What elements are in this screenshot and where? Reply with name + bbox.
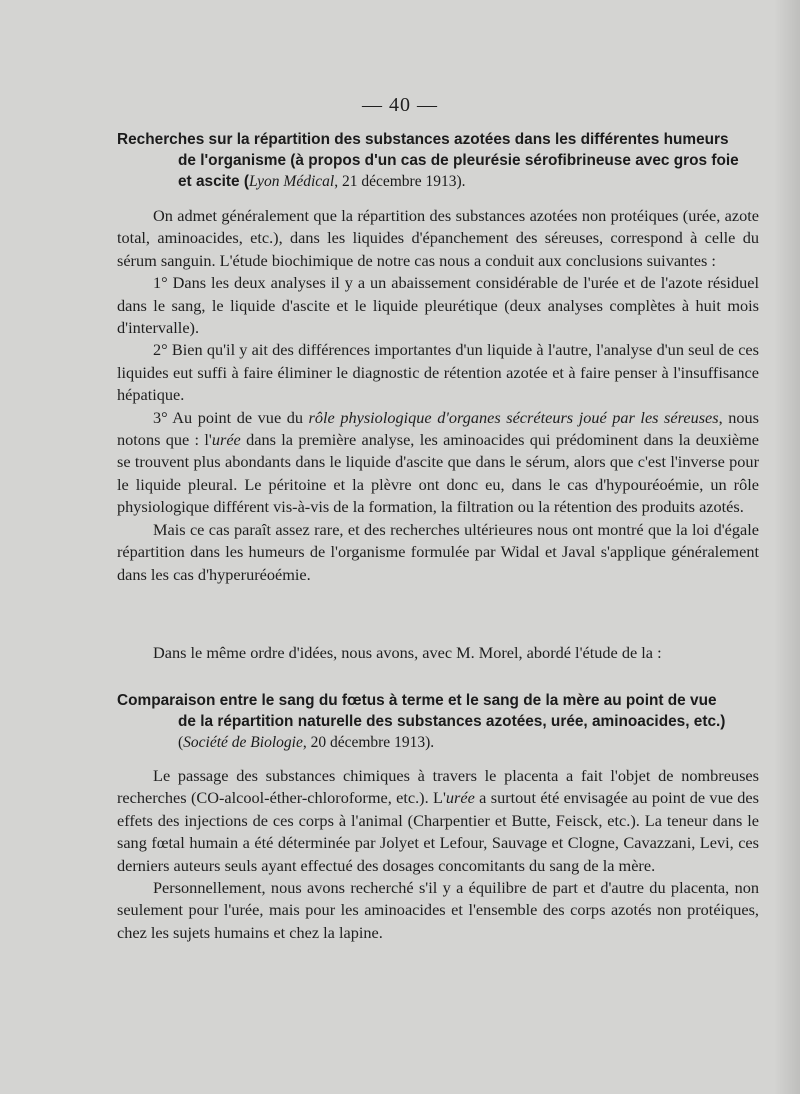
paragraph: 2° Bien qu'il y ait des différences importantes d'un liquide à l'autre, l'analyse d'un seul de ces liquides eut suffi à faire éliminer le diagnostic de rétention azotée et à faire penser à l'insuffisance hépatique. [117, 340, 759, 405]
paragraph: Personnellement, nous avons recherché s'il y a équilibre de part et d'autre du placenta, non seulement pour l'urée, mais pour les aminoacides et l'ensemble des corps azotés non protéiques, chez les sujets humains et chez la lapine. [117, 878, 759, 942]
section2-title-line3: (Société de Biologie, 20 décembre 1913). [178, 734, 435, 751]
transition-sentence: Dans le même ordre d'idées, nous avons, avec M. Morel, abordé l'étude de la : [153, 643, 662, 662]
section1-title-line2: de l'organisme (à propos d'un cas de pleurésie sérofibrineuse avec gros foie [178, 152, 739, 169]
paragraph: 3° Au point de vue du rôle physiologique d'organes sécréteurs joué par les séreuses, nous notons que : l'urée dans la première analyse, les aminoacides qui prédominent dans la deuxième se trouvent plus abondants dans le liquide d'ascite que dans le sérum, alors que c'est l'inverse pour le liquide pleural. Le péritoine et la plèvre ont donc eu, dans le cas d'hypouréoémie, un rôle physiologique différent vis-à-vis de la formation, la filtration ou la rétention des produits azotés. [117, 407, 760, 517]
page-number: — 40 — [362, 94, 438, 116]
paragraph: Mais ce cas paraît assez rare, et des recherches ultérieures nous ont montré que la loi d'égale répartition dans les humeurs de l'organisme formulée par Widal et Javal s'applique généralement dans les cas d'hyperuréoémie. [117, 519, 759, 584]
paragraph: On admet généralement que la répartition des substances azotées non protéiques (urée, azote total, aminoacides, etc.), dans les liquides d'épanchement des séreuses, correspond à celle du sérum sanguin. L'étude biochimique de notre cas nous a conduit aux conclusions suivantes : [117, 206, 759, 270]
section2-heading [117, 690, 759, 753]
section1-title-line3: et ascite (Lyon Médical, 21 décembre 1913). [178, 173, 466, 190]
section2-title-line2: de la répartition naturelle des substances azotées, urée, aminoacides, etc.) [178, 713, 726, 730]
section1-heading [117, 129, 759, 192]
journal-name: Lyon Médical [249, 173, 335, 190]
section1-title-line1: Recherches sur la répartition des substances azotées dans les différentes humeurs [117, 131, 729, 148]
section2-title-line1: Comparaison entre le sang du fœtus à terme et le sang de la mère au point de vue [117, 692, 717, 709]
paragraph: Le passage des substances chimiques à travers le placenta a fait l'objet de nombreuses recherches (CO-alcool-éther-chloroforme, etc.). L'urée a surtout été envisagée au point de vue des effets des injections de ces corps à l'animal (Charpentier et Butte, Feisck, etc.). La teneur dans le sang fœtal humain a été déterminée par Jolyet et Lefour, Sauvage et Clogne, Cavazzani, Levi, ces derniers auteurs seuls ayant effectué des dosages concomitants du sang de la mère. [117, 766, 759, 875]
section2-body [117, 765, 759, 944]
section1-body [117, 205, 759, 586]
page-edge-shadow [774, 0, 800, 1094]
paragraph: 1° Dans les deux analyses il y a un abaissement considérable de l'urée et de l'azote résiduel dans le sang, le liquide d'ascite et le liquide pleurétique (deux analyses complètes à huit mois d'intervalle). [117, 273, 759, 338]
journal-name: Société de Biologie [183, 734, 303, 751]
